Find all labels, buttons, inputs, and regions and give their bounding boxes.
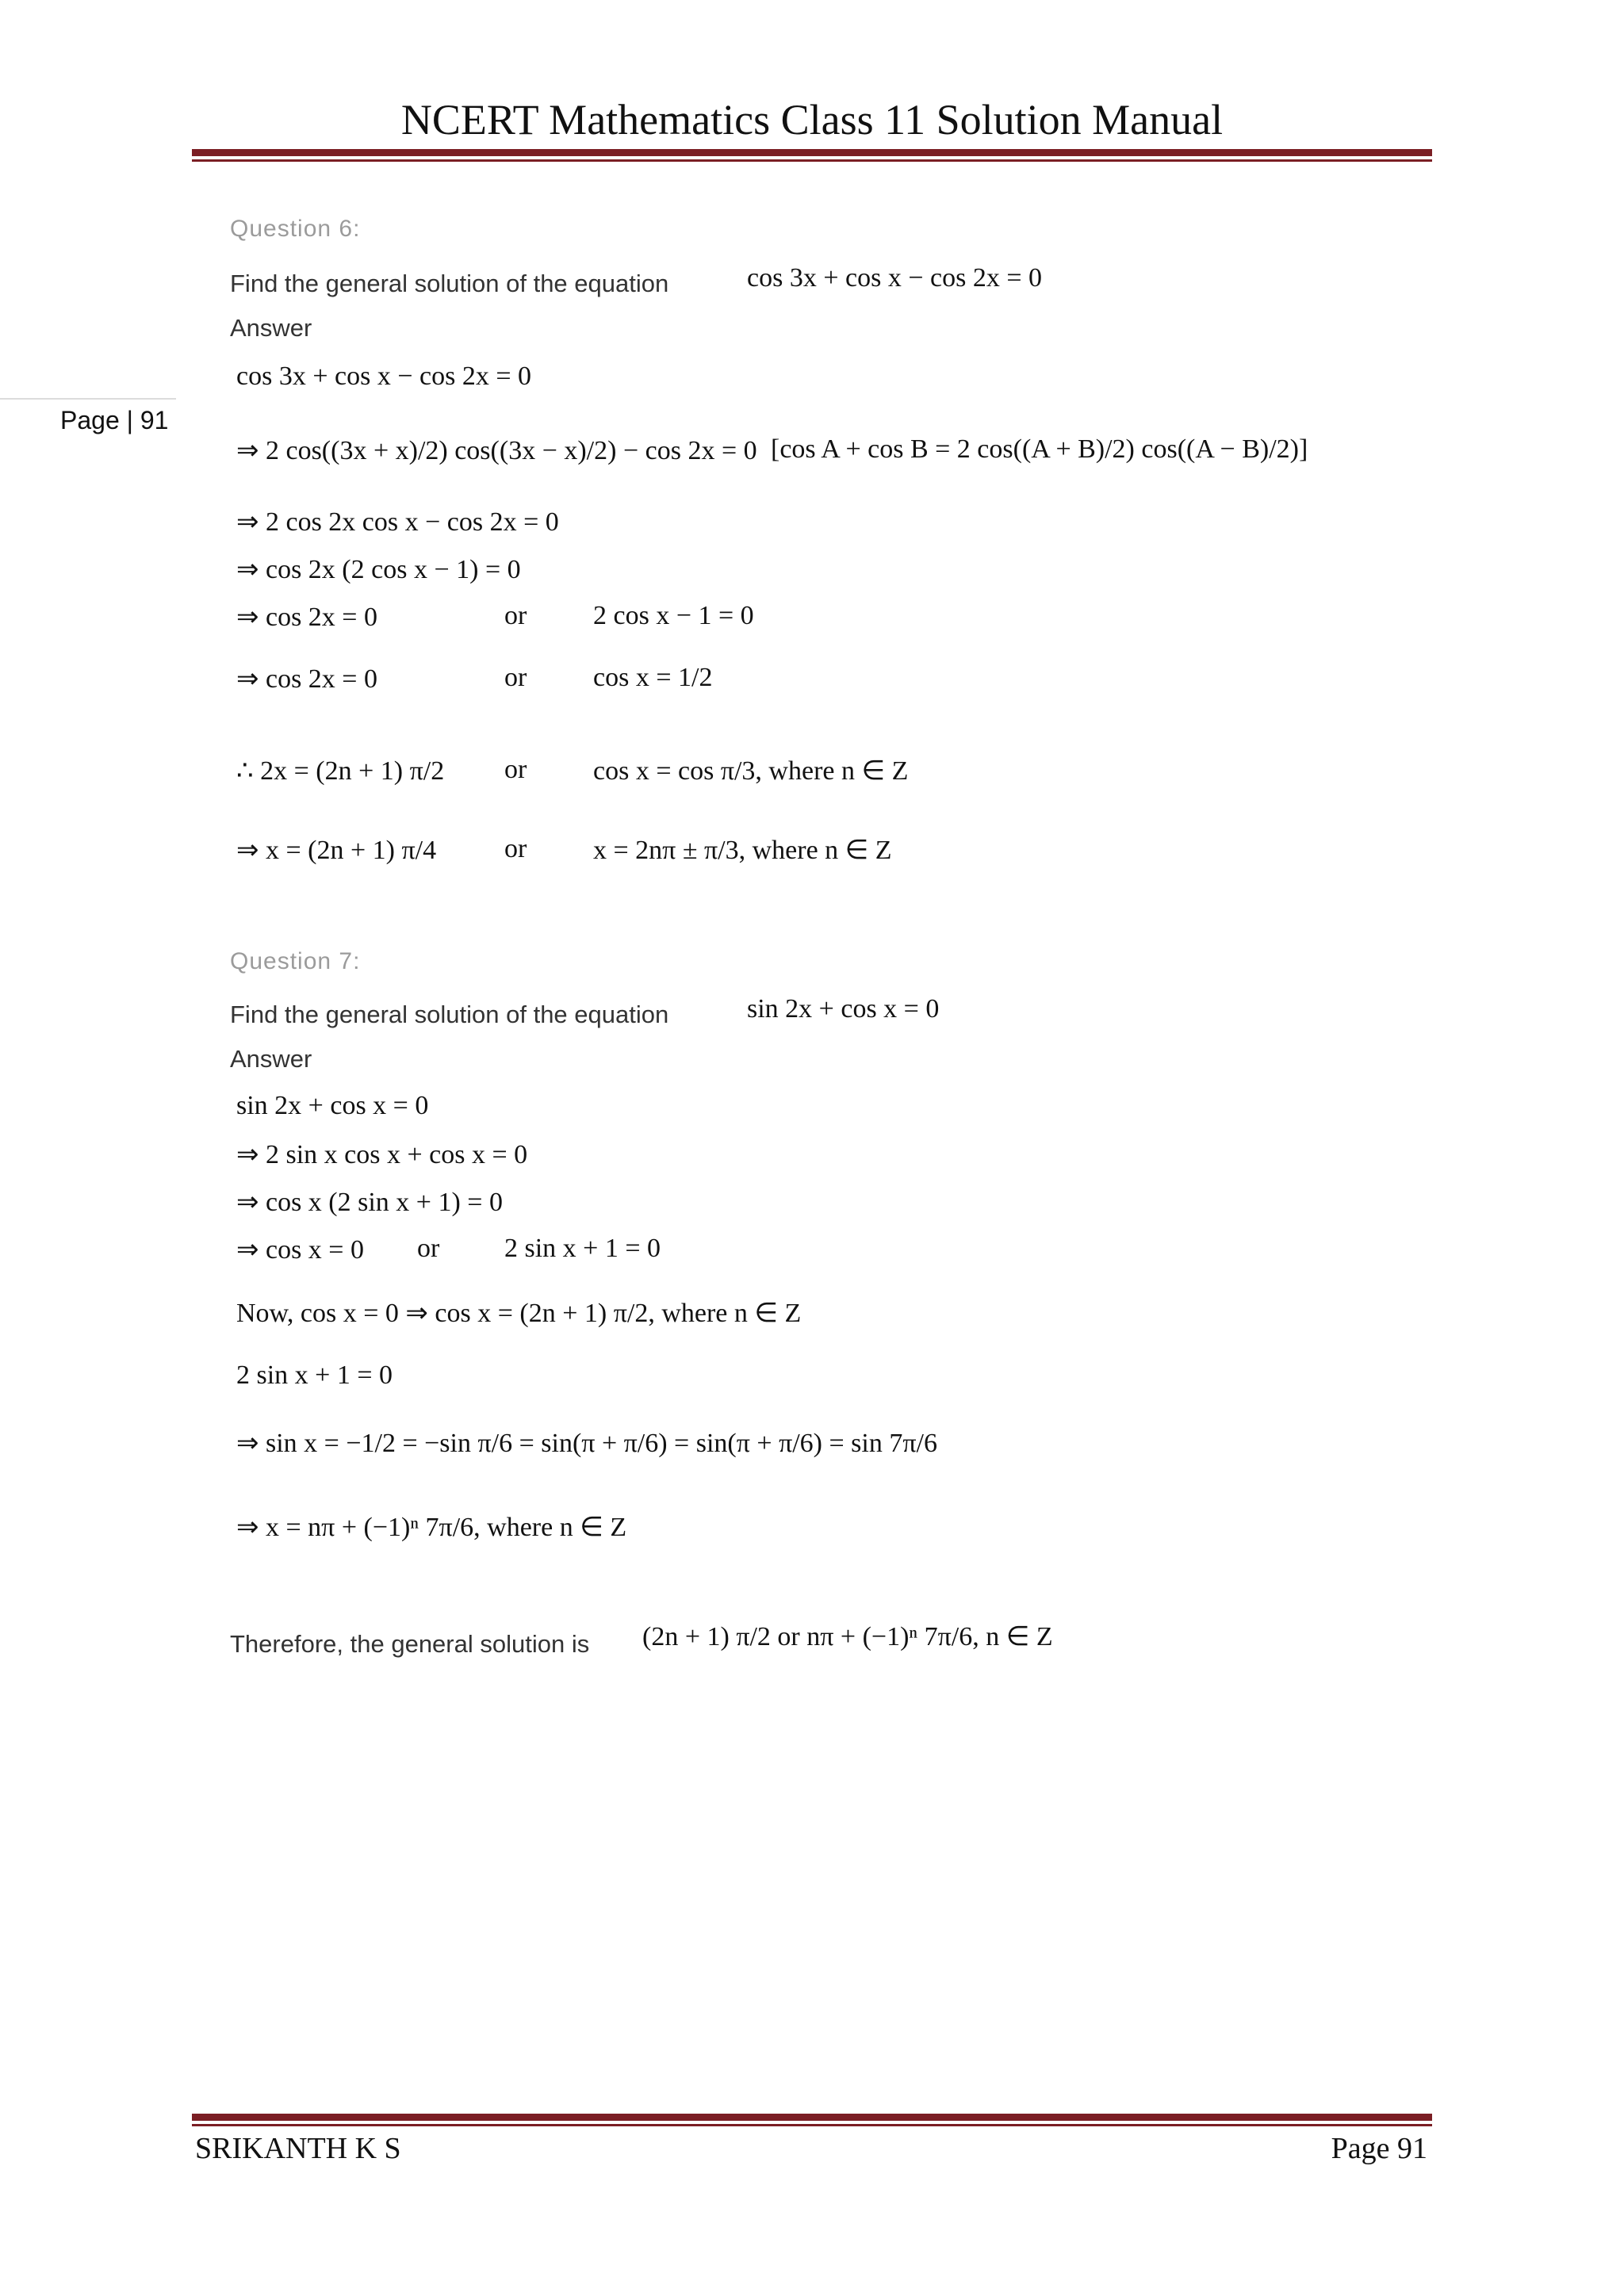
q6-step: cos x = 1/2 bbox=[593, 663, 713, 692]
q7-step: ⇒ cos x = 0 bbox=[236, 1235, 364, 1265]
q7-step: Now, cos x = 0 ⇒ cos x = (2n + 1) π/2, where n ∈ Z bbox=[236, 1299, 802, 1328]
q7-step: ⇒ x = nπ + (−1)ⁿ 7π/6, where n ∈ Z bbox=[236, 1513, 627, 1542]
question-7-answer-label: Answer bbox=[230, 1045, 312, 1073]
q7-or: or bbox=[417, 1234, 440, 1263]
page-header-title: NCERT Mathematics Class 11 Solution Manual bbox=[400, 96, 1224, 144]
footer-page-number: Page 91 bbox=[1331, 2132, 1427, 2165]
q6-or: or bbox=[504, 755, 527, 784]
q7-step: ⇒ sin x = −1/2 = −sin π/6 = sin(π + π/6) = sin(π + π/6) = sin 7π/6 bbox=[236, 1429, 937, 1458]
q6-or: or bbox=[504, 601, 527, 630]
question-7-conclusion-equation: (2n + 1) π/2 or nπ + (−1)ⁿ 7π/6, n ∈ Z bbox=[642, 1622, 1053, 1651]
question-6-equation: cos 3x + cos x − cos 2x = 0 bbox=[747, 263, 1042, 293]
q6-step: ⇒ 2 cos 2x cos x − cos 2x = 0 bbox=[236, 507, 559, 537]
q7-step: ⇒ cos x (2 sin x + 1) = 0 bbox=[236, 1188, 503, 1217]
question-6-heading: Question 6: bbox=[230, 216, 361, 242]
q6-step: x = 2nπ ± π/3, where n ∈ Z bbox=[593, 836, 892, 865]
margin-page-label: Page | 91 bbox=[60, 406, 169, 434]
q6-step: ∴ 2x = (2n + 1) π/2 bbox=[236, 756, 445, 786]
header-rule bbox=[192, 149, 1432, 162]
footer-author: SRIKANTH K S bbox=[195, 2132, 401, 2165]
q6-step: ⇒ cos 2x = 0 bbox=[236, 664, 377, 694]
q6-or: or bbox=[504, 834, 527, 863]
q6-step: 2 cos x − 1 = 0 bbox=[593, 601, 754, 630]
question-7-heading: Question 7: bbox=[230, 948, 361, 974]
solution-content bbox=[208, 179, 1435, 2082]
question-7-conclusion: Therefore, the general solution is bbox=[230, 1630, 590, 1658]
q6-step: ⇒ cos 2x = 0 bbox=[236, 603, 377, 632]
q6-step: cos 3x + cos x − cos 2x = 0 bbox=[236, 362, 531, 391]
question-7-prompt: Find the general solution of the equation bbox=[230, 1001, 669, 1028]
q6-step: ⇒ x = (2n + 1) π/4 bbox=[236, 836, 437, 865]
q7-step: ⇒ 2 sin x cos x + cos x = 0 bbox=[236, 1140, 528, 1169]
q6-step: cos x = cos π/3, where n ∈ Z bbox=[593, 756, 909, 786]
q7-step: sin 2x + cos x = 0 bbox=[236, 1091, 429, 1120]
question-6-answer-label: Answer bbox=[230, 314, 312, 342]
q7-step: 2 sin x + 1 = 0 bbox=[236, 1360, 393, 1390]
q7-step: 2 sin x + 1 = 0 bbox=[504, 1234, 661, 1263]
q6-or: or bbox=[504, 663, 527, 692]
q6-identity: [cos A + cos B = 2 cos((A + B)/2) cos((A − B)/2)] bbox=[771, 434, 1308, 464]
footer-rule bbox=[192, 2114, 1432, 2126]
margin-divider bbox=[0, 398, 176, 400]
q6-step: ⇒ 2 cos((3x + x)/2) cos((3x − x)/2) − cos 2x = 0 bbox=[236, 436, 757, 465]
q6-step: ⇒ cos 2x (2 cos x − 1) = 0 bbox=[236, 555, 521, 584]
question-6-prompt: Find the general solution of the equation bbox=[230, 270, 669, 297]
question-7-equation: sin 2x + cos x = 0 bbox=[747, 994, 940, 1024]
